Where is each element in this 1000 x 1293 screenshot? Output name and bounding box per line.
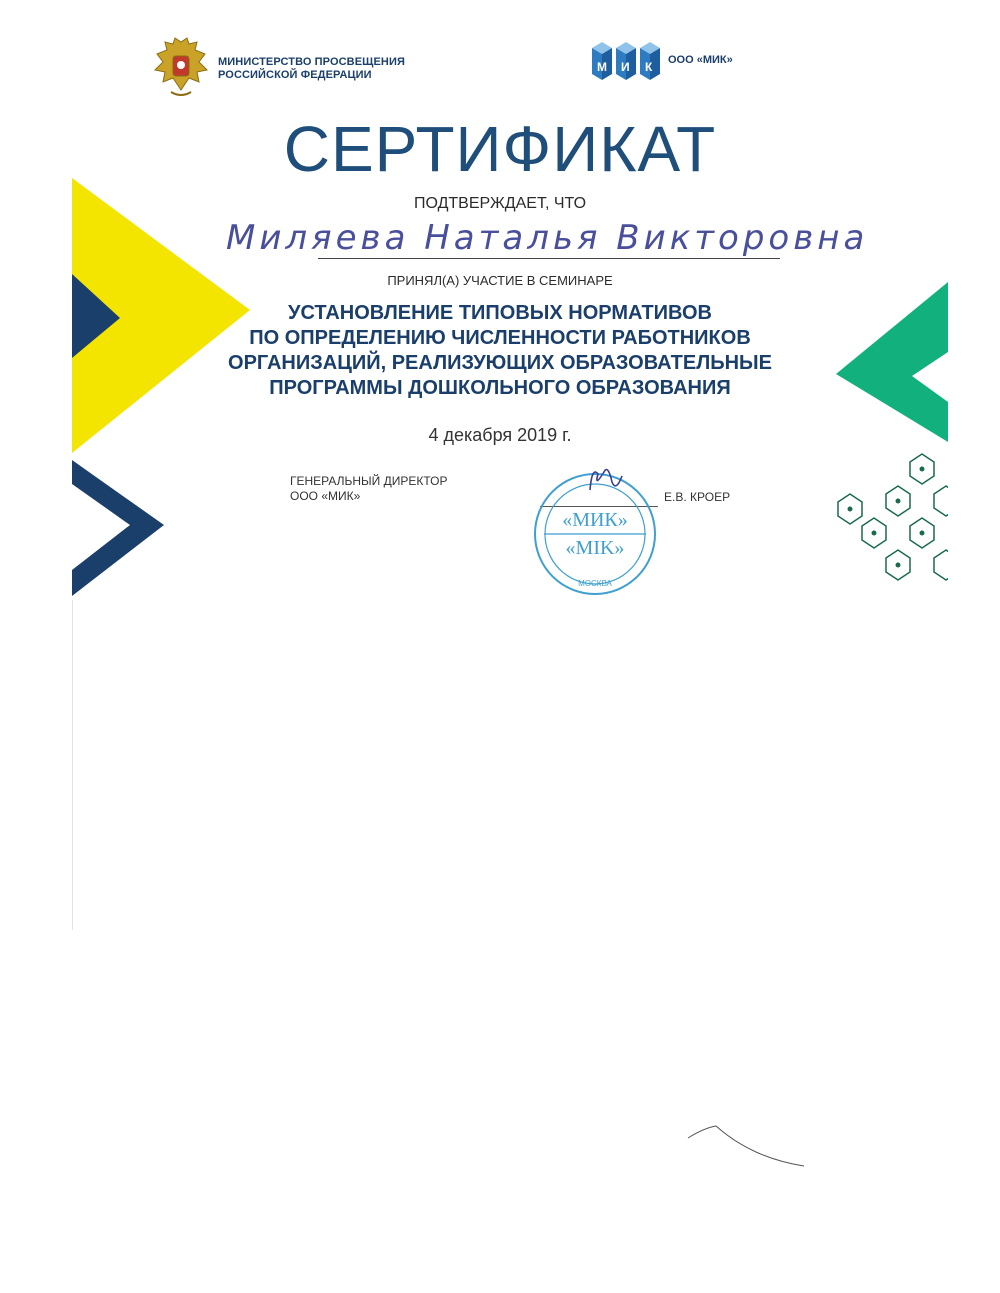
participation-text: ПРИНЯЛ(А) УЧАСТИЕ В СЕМИНАРЕ <box>387 273 613 288</box>
name-underline <box>318 258 780 259</box>
seminar-title-line-1: УСТАНОВЛЕНИЕ ТИПОВЫХ НОРМАТИВОВ <box>288 302 712 324</box>
green-chevron-shape <box>836 282 948 442</box>
logo-letter-i: И <box>621 60 630 74</box>
mik-logo <box>590 40 664 84</box>
seminar-title-line-2: ПО ОПРЕДЕЛЕНИЮ ЧИСЛЕННОСТИ РАБОТНИКОВ <box>249 327 751 349</box>
confirms-text: ПОДТВЕРЖДАЕТ, ЧТО <box>413 195 587 212</box>
ministry-name <box>218 56 405 82</box>
ministry-line-1: МИНИСТЕРСТВО ПРОСВЕЩЕНИЯ <box>218 56 405 68</box>
director-position <box>290 474 448 504</box>
seminar-title-line-3: ОРГАНИЗАЦИЙ, РЕАЛИЗУЮЩИХ ОБРАЗОВАТЕЛЬНЫЕ <box>228 352 772 374</box>
director-position-line-1: ГЕНЕРАЛЬНЫЙ ДИРЕКТОР <box>290 474 448 488</box>
navy-chevron-shape <box>72 460 164 596</box>
certificate-date: 4 декабря 2019 г. <box>428 425 572 445</box>
company-stamp <box>532 462 658 600</box>
stamp-text-line-2: «MIK» <box>565 537 625 559</box>
stamp-text-line-1: «МИК» <box>562 509 628 531</box>
logo-letter-m: М <box>597 60 607 74</box>
hexagon-pattern <box>838 454 948 580</box>
recipient-name: Миляева Наталья Викторовна <box>226 218 869 258</box>
seminar-title-line-4: ПРОГРАММЫ ДОШКОЛЬНОГО ОБРАЗОВАНИЯ <box>269 377 731 399</box>
company-logo-text: ООО «МИК» <box>668 54 733 66</box>
certificate-title: СЕРТИФИКАТ <box>283 113 717 185</box>
director-position-line-2: ООО «МИК» <box>290 489 361 503</box>
scan-margin-line <box>72 600 73 930</box>
logo-letter-k: К <box>645 60 653 74</box>
handwritten-signature <box>590 470 622 490</box>
hexagon-dots <box>848 467 925 568</box>
coat-of-arms-icon <box>153 36 209 98</box>
ministry-line-2: РОССИЙСКОЙ ФЕДЕРАЦИИ <box>218 69 372 81</box>
pen-scribble <box>686 1122 806 1172</box>
seminar-title <box>200 301 800 401</box>
director-name: Е.В. КРОЕР <box>664 490 731 504</box>
stamp-city: МОСКВА <box>578 579 612 588</box>
